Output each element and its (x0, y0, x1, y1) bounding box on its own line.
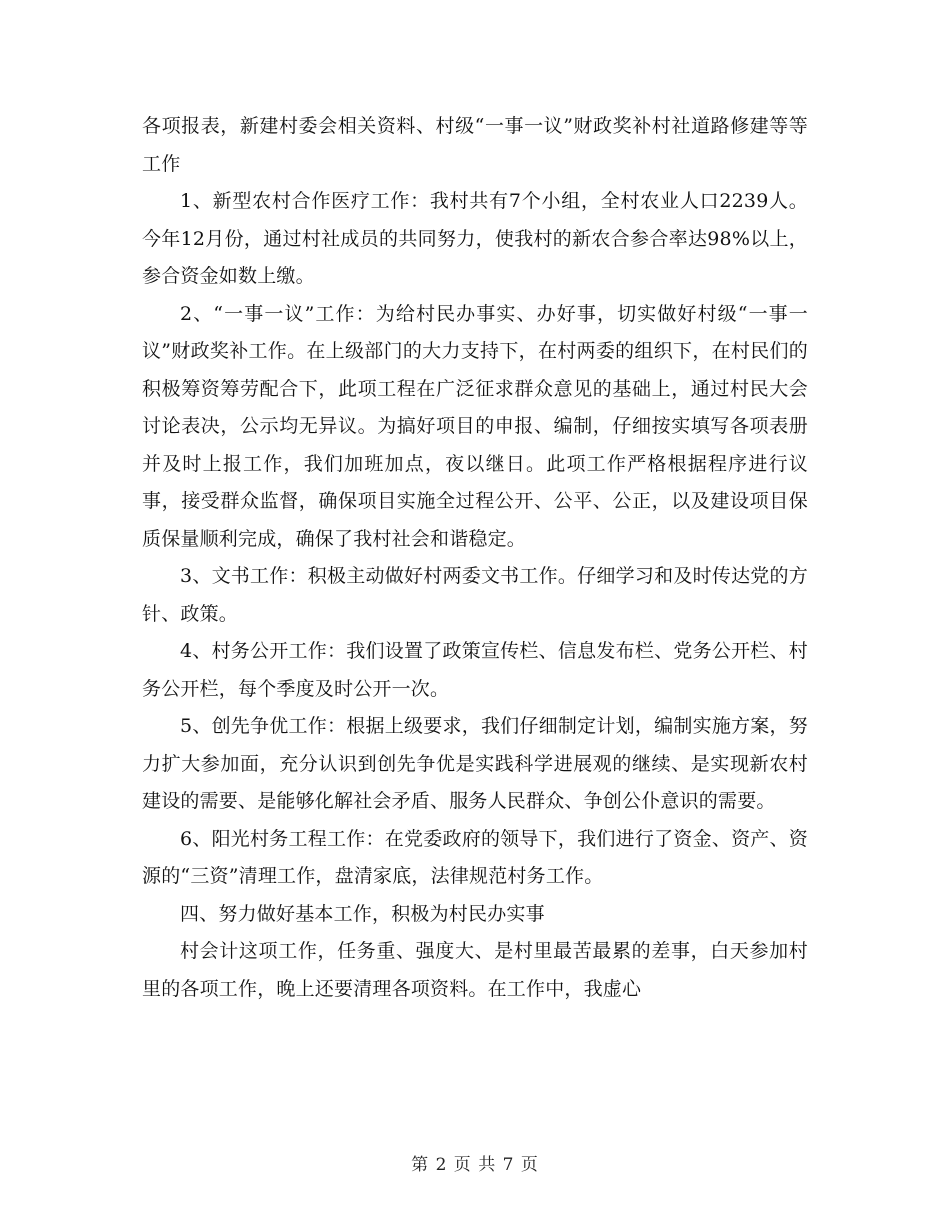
current-page-number: 2 (435, 1155, 448, 1175)
document-body (142, 108, 808, 1008)
page-label-mid: 页 共 (453, 1155, 497, 1175)
paragraph-accountant-work: 村会计这项工作，任务重、强度大、是村里最苦最累的差事，白天参加村里的各项工作，晚上还要清理各项资料。在工作中，我虚心 (142, 940, 808, 1000)
paragraph-secretarial-work: 3、文书工作：积极主动做好村两委文书工作。仔细学习和及时传达党的方针、政策。 (142, 565, 808, 625)
paragraph-village-affairs-disclosure: 4、村务公开工作：我们设置了政策宣传栏、信息发布栏、党务公开栏、村务公开栏，每个季度及时公开一次。 (142, 640, 808, 700)
paragraph-medical-cooperation: 1、新型农村合作医疗工作：我村共有7个小组，全村农业人口2239人。今年12月份，通过村社成员的共同努力，使我村的新农合参合率达98%以上，参合资金如数上缴。 (142, 190, 808, 287)
page-label-prefix: 第 (411, 1155, 430, 1175)
paragraph-strive-for-excellence: 5、创先争优工作：根据上级要求，我们仔细制定计划，编制实施方案，努力扩大参加面，充分认识到创先争优是实践科学进展观的继续、是实现新农村建设的需要、是能够化解社会矛盾、服务人民群众、争创公仆意识的需要。 (142, 715, 808, 812)
page-label-suffix: 页 (520, 1155, 539, 1175)
paragraph-sunshine-village-affairs: 6、阳光村务工程工作：在党委政府的领导下，我们进行了资金、资产、资源的“三资”清理工作，盘清家底，法律规范村务工作。 (142, 827, 808, 887)
paragraph-continued: 各项报表，新建村委会相关资料、村级“一事一议”财政奖补村社道路修建等等工作 (142, 115, 808, 175)
paragraph-one-matter-one-discussion: 2、“一事一议”工作：为给村民办事实、办好事，切实做好村级“一事一议”财政奖补工作。在上级部门的大力支持下，在村两委的组织下，在村民们的积极筹资筹劳配合下，此项工程在广泛征求群众意见的基础上，通过村民大会讨论表决，公示均无异议。为搞好项目的申报、编制，仔细按实填写各项表册并及时上报工作，我们加班加点，夜以继日。此项工作严格根据程序进行议事，接受群众监督，确保项目实施全过程公开、公平、公正，以及建设项目保质保量顺利完成，确保了我村社会和谐稳定。 (142, 302, 808, 550)
total-pages-number: 7 (502, 1155, 515, 1175)
section-heading-four: 四、努力做好基本工作，积极为村民办实事 (180, 902, 545, 925)
page-footer (0, 1150, 950, 1175)
